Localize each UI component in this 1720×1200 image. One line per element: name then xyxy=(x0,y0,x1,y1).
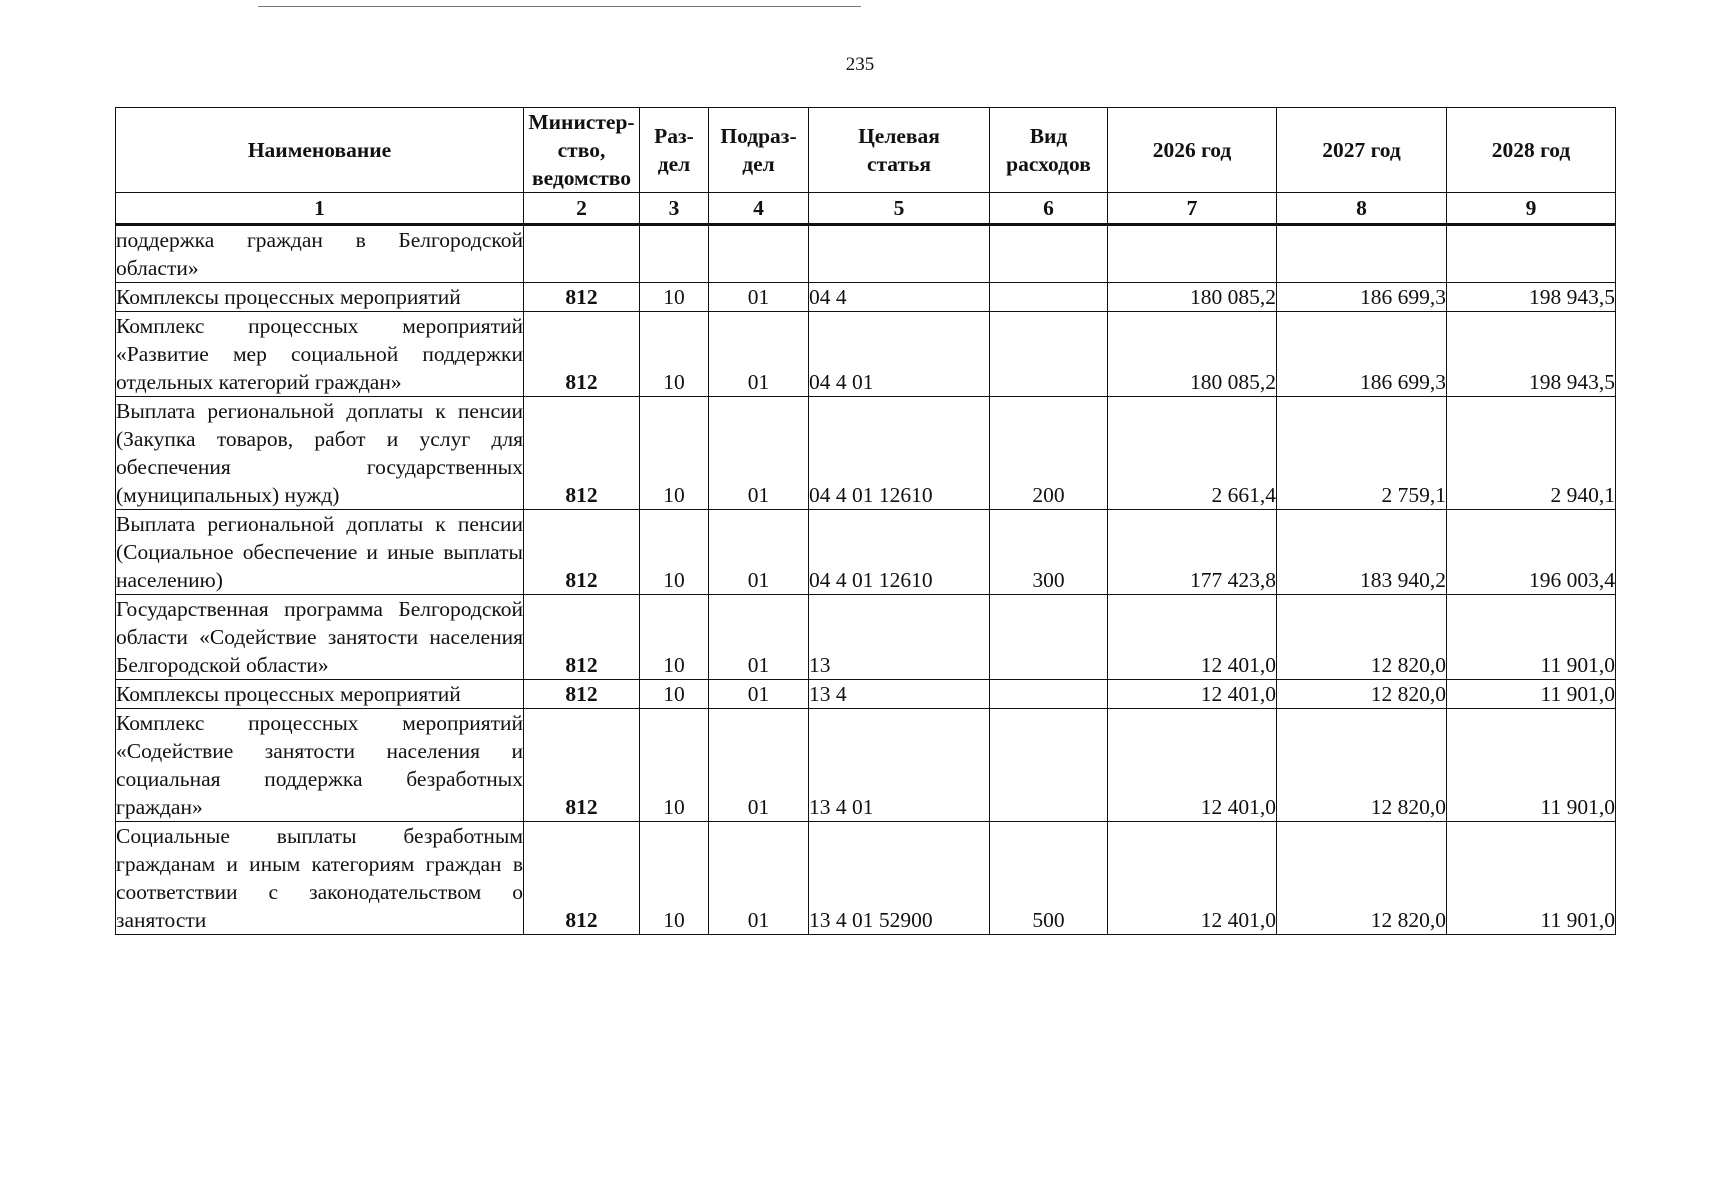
header-cell: Целевая статья xyxy=(809,108,990,193)
row-expense xyxy=(990,225,1108,283)
row-ministry: 812 xyxy=(524,397,640,510)
row-target: 04 4 01 12610 xyxy=(809,510,990,595)
row-subsection: 01 xyxy=(709,595,809,680)
column-number: 2 xyxy=(524,193,640,225)
row-2026: 180 085,2 xyxy=(1108,312,1277,397)
row-subsection: 01 xyxy=(709,283,809,312)
row-ministry: 812 xyxy=(524,312,640,397)
header-cell: Вид расходов xyxy=(990,108,1108,193)
row-2027: 12 820,0 xyxy=(1277,822,1447,935)
row-expense xyxy=(990,283,1108,312)
row-section: 10 xyxy=(640,709,709,822)
table-row xyxy=(116,595,1616,680)
row-2028: 11 901,0 xyxy=(1447,595,1616,680)
row-2026 xyxy=(1108,225,1277,283)
row-target: 04 4 01 xyxy=(809,312,990,397)
row-2028: 11 901,0 xyxy=(1447,709,1616,822)
column-number: 1 xyxy=(116,193,524,225)
row-section: 10 xyxy=(640,312,709,397)
row-ministry: 812 xyxy=(524,283,640,312)
row-subsection: 01 xyxy=(709,822,809,935)
row-subsection: 01 xyxy=(709,510,809,595)
row-ministry: 812 xyxy=(524,595,640,680)
row-2026: 2 661,4 xyxy=(1108,397,1277,510)
row-section: 10 xyxy=(640,595,709,680)
column-number: 3 xyxy=(640,193,709,225)
row-2028: 11 901,0 xyxy=(1447,680,1616,709)
row-subsection: 01 xyxy=(709,312,809,397)
row-section: 10 xyxy=(640,822,709,935)
row-name: Социальные выплаты безработным гражданам и иным категориям граждан в соответствии с законодательством о занятости xyxy=(116,822,524,935)
table-row xyxy=(116,225,1616,283)
row-expense xyxy=(990,709,1108,822)
row-name: Выплата региональной доплаты к пенсии (Закупка товаров, работ и услуг для обеспечения государственных (муниципальных) нужд) xyxy=(116,397,524,510)
header-cell: Министер- ство, ведомство xyxy=(524,108,640,193)
row-target: 13 4 01 52900 xyxy=(809,822,990,935)
row-section xyxy=(640,225,709,283)
row-subsection xyxy=(709,225,809,283)
row-ministry: 812 xyxy=(524,680,640,709)
row-2028: 196 003,4 xyxy=(1447,510,1616,595)
table-row xyxy=(116,680,1616,709)
row-2027: 183 940,2 xyxy=(1277,510,1447,595)
row-2028: 198 943,5 xyxy=(1447,283,1616,312)
column-number: 5 xyxy=(809,193,990,225)
table-row xyxy=(116,709,1616,822)
row-2026: 180 085,2 xyxy=(1108,283,1277,312)
row-2026: 12 401,0 xyxy=(1108,709,1277,822)
row-2026: 177 423,8 xyxy=(1108,510,1277,595)
row-section: 10 xyxy=(640,680,709,709)
column-number: 8 xyxy=(1277,193,1447,225)
row-section: 10 xyxy=(640,510,709,595)
row-2026: 12 401,0 xyxy=(1108,822,1277,935)
row-expense xyxy=(990,595,1108,680)
row-2028: 11 901,0 xyxy=(1447,822,1616,935)
row-2027: 2 759,1 xyxy=(1277,397,1447,510)
row-expense xyxy=(990,312,1108,397)
row-subsection: 01 xyxy=(709,709,809,822)
row-ministry: 812 xyxy=(524,822,640,935)
row-target: 04 4 xyxy=(809,283,990,312)
row-name: Государственная программа Белгородской области «Содействие занятости населения Белгородской области» xyxy=(116,595,524,680)
row-ministry: 812 xyxy=(524,510,640,595)
row-2028: 198 943,5 xyxy=(1447,312,1616,397)
row-ministry: 812 xyxy=(524,709,640,822)
header-cell: 2026 год xyxy=(1108,108,1277,193)
row-name: Комплекс процессных мероприятий «Содействие занятости населения и социальная поддержка безработных граждан» xyxy=(116,709,524,822)
row-2027: 12 820,0 xyxy=(1277,595,1447,680)
row-name: поддержка граждан в Белгородской области» xyxy=(116,225,524,283)
row-2026: 12 401,0 xyxy=(1108,680,1277,709)
table-row xyxy=(116,397,1616,510)
table-row xyxy=(116,822,1616,935)
row-name: Выплата региональной доплаты к пенсии (Социальное обеспечение и иные выплаты населению) xyxy=(116,510,524,595)
row-target: 04 4 01 12610 xyxy=(809,397,990,510)
row-target xyxy=(809,225,990,283)
row-2027: 186 699,3 xyxy=(1277,283,1447,312)
row-ministry xyxy=(524,225,640,283)
budget-table xyxy=(115,107,1616,935)
row-expense: 500 xyxy=(990,822,1108,935)
row-subsection: 01 xyxy=(709,680,809,709)
row-target: 13 4 01 xyxy=(809,709,990,822)
table-row xyxy=(116,312,1616,397)
header-cell: Подраз- дел xyxy=(709,108,809,193)
header-cell: 2028 год xyxy=(1447,108,1616,193)
column-number: 4 xyxy=(709,193,809,225)
row-expense: 200 xyxy=(990,397,1108,510)
row-name: Комплекс процессных мероприятий «Развитие мер социальной поддержки отдельных категорий граждан» xyxy=(116,312,524,397)
row-section: 10 xyxy=(640,397,709,510)
row-2026: 12 401,0 xyxy=(1108,595,1277,680)
row-2027: 12 820,0 xyxy=(1277,709,1447,822)
row-target: 13 4 xyxy=(809,680,990,709)
row-2027: 12 820,0 xyxy=(1277,680,1447,709)
row-expense: 300 xyxy=(990,510,1108,595)
table-row xyxy=(116,283,1616,312)
row-2027 xyxy=(1277,225,1447,283)
row-2028 xyxy=(1447,225,1616,283)
header-row xyxy=(116,108,1616,193)
row-target: 13 xyxy=(809,595,990,680)
top-rule xyxy=(258,6,861,7)
row-2027: 186 699,3 xyxy=(1277,312,1447,397)
column-number: 6 xyxy=(990,193,1108,225)
header-cell: 2027 год xyxy=(1277,108,1447,193)
row-name: Комплексы процессных мероприятий xyxy=(116,283,524,312)
row-section: 10 xyxy=(640,283,709,312)
table-row xyxy=(116,510,1616,595)
row-name: Комплексы процессных мероприятий xyxy=(116,680,524,709)
header-cell: Раз- дел xyxy=(640,108,709,193)
column-number-row xyxy=(116,193,1616,225)
page-number: 235 xyxy=(845,54,875,75)
row-expense xyxy=(990,680,1108,709)
column-number: 9 xyxy=(1447,193,1616,225)
row-subsection: 01 xyxy=(709,397,809,510)
row-2028: 2 940,1 xyxy=(1447,397,1616,510)
header-cell: Наименование xyxy=(116,108,524,193)
column-number: 7 xyxy=(1108,193,1277,225)
